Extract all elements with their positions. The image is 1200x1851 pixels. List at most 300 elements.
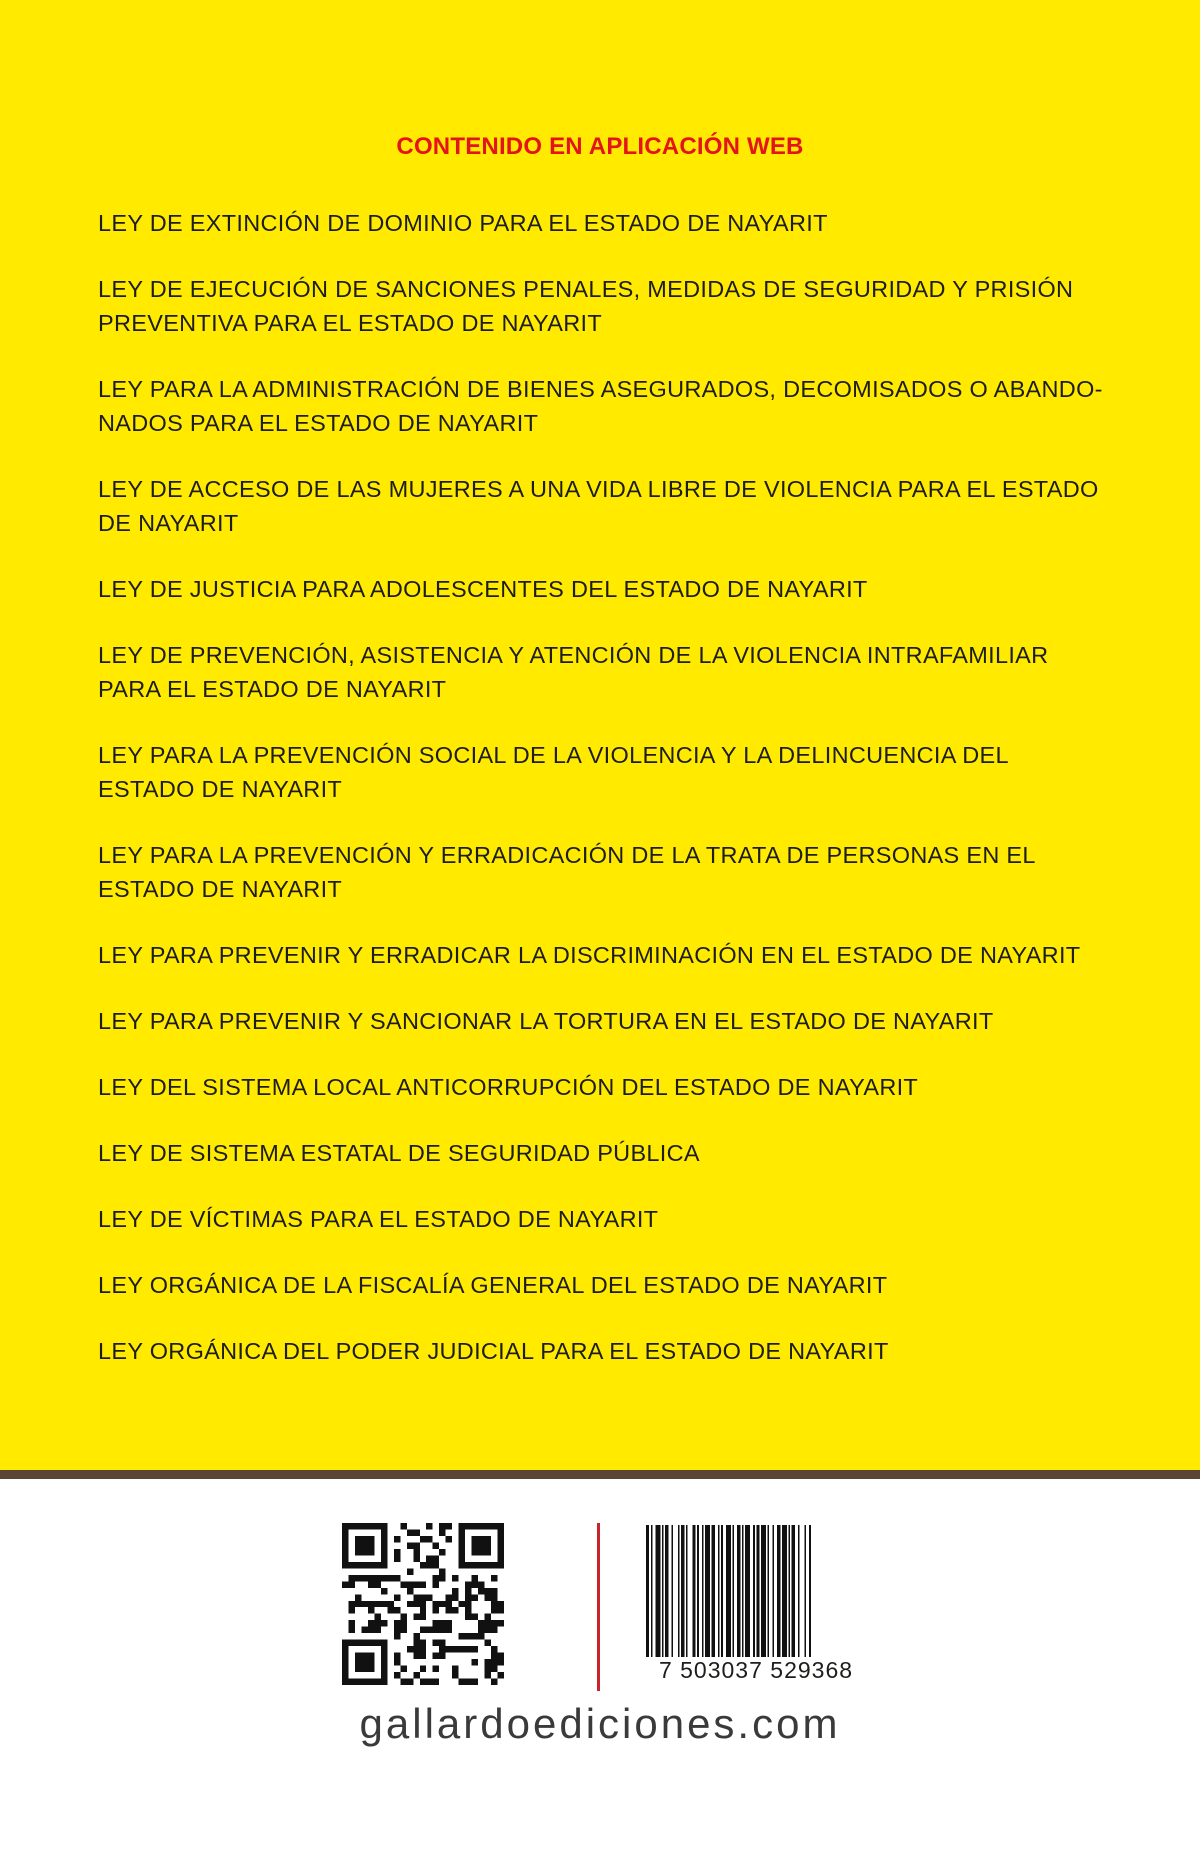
qr-module — [439, 1568, 445, 1574]
qr-module — [342, 1653, 348, 1659]
qr-module — [413, 1633, 419, 1639]
qr-module — [407, 1542, 413, 1548]
qr-module — [420, 1627, 426, 1633]
qr-module — [472, 1542, 478, 1548]
qr-module — [452, 1607, 458, 1613]
qr-module — [348, 1575, 354, 1581]
qr-module — [407, 1529, 413, 1535]
qr-module — [478, 1562, 484, 1568]
qr-module — [472, 1536, 478, 1542]
qr-module — [459, 1633, 465, 1639]
qr-module — [374, 1679, 380, 1685]
qr-module — [374, 1562, 380, 1568]
qr-module — [472, 1679, 478, 1685]
barcode-bar — [718, 1525, 720, 1657]
qr-module — [407, 1568, 413, 1574]
barcode-bar — [809, 1525, 811, 1675]
qr-module — [348, 1627, 354, 1633]
qr-module — [348, 1640, 354, 1646]
law-item: LEY ORGÁNICA DEL PODER JUDICIAL PARA EL ESTADO DE NAYARIT — [98, 1338, 889, 1364]
qr-module — [355, 1562, 361, 1568]
qr-module — [478, 1581, 484, 1587]
barcode-bar — [721, 1525, 723, 1657]
qr-module — [342, 1646, 348, 1652]
barcode-bar — [742, 1525, 744, 1657]
qr-module — [491, 1646, 497, 1652]
barcode-bar — [761, 1525, 766, 1657]
qr-module — [426, 1555, 432, 1561]
barcode-bar — [697, 1525, 699, 1657]
qr-module — [355, 1549, 361, 1555]
qr-module — [491, 1659, 497, 1665]
qr-module — [491, 1523, 497, 1529]
qr-module — [420, 1536, 426, 1542]
qr-module — [374, 1601, 380, 1607]
qr-module — [381, 1620, 387, 1626]
qr-module — [342, 1640, 348, 1646]
qr-module — [348, 1581, 354, 1587]
qr-module — [465, 1581, 471, 1587]
qr-module — [394, 1555, 400, 1561]
qr-module — [387, 1607, 393, 1613]
qr-module — [368, 1581, 374, 1587]
qr-module — [478, 1536, 484, 1542]
qr-module — [361, 1549, 367, 1555]
qr-module — [342, 1679, 348, 1685]
law-item: LEY PARA LA ADMINISTRACIÓN DE BIENES ASEGURADOS, DECOMISADOS O ABANDO-NADOS PARA EL ESTADO DE NAYARIT — [98, 376, 1103, 436]
qr-module — [355, 1594, 361, 1600]
qr-module — [394, 1620, 400, 1626]
qr-module — [342, 1529, 348, 1535]
barcode-bar — [777, 1525, 780, 1657]
qr-module — [446, 1627, 452, 1633]
barcode-bar — [737, 1525, 740, 1657]
qr-module — [433, 1555, 439, 1561]
qr-module — [387, 1601, 393, 1607]
qr-module — [368, 1620, 374, 1626]
qr-module — [459, 1646, 465, 1652]
law-item: LEY DE JUSTICIA PARA ADOLESCENTES DEL ESTADO DE NAYARIT — [98, 576, 868, 602]
qr-module — [394, 1536, 400, 1542]
qr-module — [433, 1601, 439, 1607]
qr-module — [381, 1679, 387, 1685]
qr-module — [355, 1640, 361, 1646]
qr-module — [381, 1653, 387, 1659]
qr-module — [407, 1581, 413, 1587]
qr-module — [491, 1562, 497, 1568]
qr-module — [498, 1653, 504, 1659]
qr-module — [498, 1523, 504, 1529]
qr-module — [368, 1627, 374, 1633]
qr-module — [368, 1607, 374, 1613]
qr-module — [433, 1607, 439, 1613]
qr-module — [420, 1646, 426, 1652]
qr-module — [413, 1646, 419, 1652]
qr-module — [381, 1529, 387, 1535]
qr-module — [426, 1679, 432, 1685]
qr-module — [374, 1614, 380, 1620]
qr-module — [381, 1536, 387, 1542]
qr-module — [426, 1536, 432, 1542]
qr-module — [485, 1588, 491, 1594]
qr-module — [465, 1607, 471, 1613]
barcode-bar — [772, 1525, 774, 1657]
qr-module — [361, 1523, 367, 1529]
law-item: LEY DE ACCESO DE LAS MUJERES A UNA VIDA LIBRE DE VIOLENCIA PARA EL ESTADO DE NAYARIT — [98, 476, 1099, 536]
qr-module — [459, 1523, 465, 1529]
qr-module — [381, 1549, 387, 1555]
qr-module — [433, 1562, 439, 1568]
qr-module — [374, 1620, 380, 1626]
qr-module — [342, 1549, 348, 1555]
law-item: LEY ORGÁNICA DE LA FISCALÍA GENERAL DEL ESTADO DE NAYARIT — [98, 1272, 888, 1298]
qr-module — [394, 1672, 400, 1678]
qr-module — [361, 1575, 367, 1581]
qr-module — [439, 1529, 445, 1535]
qr-module — [446, 1536, 452, 1542]
qr-module — [452, 1575, 458, 1581]
qr-module — [452, 1588, 458, 1594]
qr-module — [368, 1536, 374, 1542]
qr-module — [478, 1620, 484, 1626]
qr-module — [381, 1575, 387, 1581]
qr-module — [439, 1549, 445, 1555]
qr-module — [407, 1601, 413, 1607]
qr-module — [342, 1672, 348, 1678]
qr-module — [433, 1640, 439, 1646]
qr-module — [433, 1575, 439, 1581]
qr-module — [485, 1666, 491, 1672]
qr-module — [361, 1666, 367, 1672]
barcode-bar — [788, 1525, 790, 1657]
qr-module — [478, 1633, 484, 1639]
qr-module — [400, 1620, 406, 1626]
qr-module — [426, 1627, 432, 1633]
qr-module — [355, 1679, 361, 1685]
qr-module — [439, 1627, 445, 1633]
qr-module — [446, 1607, 452, 1613]
qr-module — [446, 1601, 452, 1607]
qr-module — [374, 1523, 380, 1529]
qr-module — [400, 1614, 406, 1620]
qr-module — [485, 1614, 491, 1620]
qr-module — [413, 1549, 419, 1555]
qr-module — [342, 1536, 348, 1542]
barcode-bar — [732, 1525, 734, 1657]
qr-module — [472, 1575, 478, 1581]
qr-module — [472, 1659, 478, 1665]
qr-module — [465, 1614, 471, 1620]
qr-module — [439, 1575, 445, 1581]
qr-module — [355, 1659, 361, 1665]
qr-module — [368, 1523, 374, 1529]
barcode-bar — [656, 1525, 661, 1657]
qr-module — [361, 1659, 367, 1665]
qr-module — [413, 1672, 419, 1678]
qr-module — [439, 1646, 445, 1652]
qr-module — [361, 1653, 367, 1659]
qr-module — [498, 1672, 504, 1678]
qr-module — [472, 1581, 478, 1587]
qr-module — [413, 1542, 419, 1548]
qr-module — [446, 1646, 452, 1652]
qr-module — [374, 1581, 380, 1587]
qr-module — [433, 1679, 439, 1685]
qr-module — [413, 1529, 419, 1535]
qr-module — [413, 1594, 419, 1600]
qr-module — [400, 1679, 406, 1685]
qr-module — [342, 1555, 348, 1561]
qr-module — [465, 1601, 471, 1607]
qr-module — [491, 1653, 497, 1659]
qr-module — [498, 1562, 504, 1568]
qr-module — [381, 1646, 387, 1652]
qr-module — [485, 1562, 491, 1568]
law-item: LEY PARA PREVENIR Y ERRADICAR LA DISCRIMINACIÓN EN EL ESTADO DE NAYARIT — [98, 942, 1081, 968]
qr-module — [381, 1523, 387, 1529]
qr-module — [342, 1562, 348, 1568]
qr-module — [498, 1536, 504, 1542]
qr-module — [420, 1614, 426, 1620]
qr-module — [348, 1679, 354, 1685]
qr-module — [400, 1581, 406, 1587]
qr-module — [374, 1575, 380, 1581]
qr-module — [439, 1653, 445, 1659]
qr-module — [368, 1666, 374, 1672]
qr-module — [485, 1549, 491, 1555]
qr-module — [407, 1588, 413, 1594]
qr-module — [452, 1594, 458, 1600]
qr-module — [381, 1542, 387, 1548]
qr-module — [420, 1679, 426, 1685]
qr-module — [498, 1659, 504, 1665]
qr-module — [368, 1542, 374, 1548]
qr-module — [472, 1562, 478, 1568]
qr-module — [342, 1659, 348, 1665]
qr-module — [413, 1601, 419, 1607]
qr-module — [368, 1659, 374, 1665]
qr-module — [465, 1562, 471, 1568]
qr-module — [361, 1536, 367, 1542]
qr-module — [465, 1633, 471, 1639]
qr-module — [420, 1594, 426, 1600]
barcode-bar — [798, 1525, 800, 1657]
qr-module — [459, 1601, 465, 1607]
qr-module — [465, 1594, 471, 1600]
qr-module — [348, 1562, 354, 1568]
qr-module — [355, 1666, 361, 1672]
qr-module — [472, 1646, 478, 1652]
qr-module — [381, 1601, 387, 1607]
barcode-bar — [665, 1525, 668, 1657]
qr-module — [355, 1653, 361, 1659]
qr-module — [491, 1627, 497, 1633]
qr-module — [465, 1523, 471, 1529]
qr-module — [498, 1549, 504, 1555]
barcode-bar — [646, 1525, 649, 1675]
qr-module — [439, 1523, 445, 1529]
qr-module — [361, 1627, 367, 1633]
qr-module — [498, 1542, 504, 1548]
qr-module — [491, 1588, 497, 1594]
website-url[interactable]: gallardoediciones.com — [359, 1700, 841, 1747]
qr-module — [478, 1627, 484, 1633]
qr-module — [472, 1633, 478, 1639]
qr-module — [394, 1627, 400, 1633]
qr-module — [355, 1575, 361, 1581]
qr-module — [407, 1646, 413, 1652]
qr-module — [459, 1536, 465, 1542]
qr-module — [459, 1542, 465, 1548]
qr-module — [348, 1523, 354, 1529]
qr-module — [381, 1659, 387, 1665]
qr-module — [491, 1679, 497, 1685]
qr-module — [465, 1679, 471, 1685]
qr-module — [446, 1523, 452, 1529]
qr-module — [368, 1601, 374, 1607]
law-item: LEY PARA LA PREVENCIÓN SOCIAL DE LA VIOLENCIA Y LA DELINCUENCIA DEL ESTADO DE NAYARIT — [98, 742, 1008, 802]
qr-module — [478, 1523, 484, 1529]
qr-module — [413, 1614, 419, 1620]
qr-module — [394, 1549, 400, 1555]
qr-module — [498, 1607, 504, 1613]
qr-module — [478, 1542, 484, 1548]
qr-module — [452, 1666, 458, 1672]
qr-module — [381, 1640, 387, 1646]
qr-module — [485, 1627, 491, 1633]
qr-module — [439, 1640, 445, 1646]
qr-module — [348, 1607, 354, 1613]
barcode-bar — [662, 1525, 664, 1657]
qr-module — [420, 1653, 426, 1659]
qr-module — [426, 1562, 432, 1568]
qr-code-icon[interactable] — [342, 1523, 504, 1685]
qr-module — [368, 1653, 374, 1659]
qr-module — [355, 1523, 361, 1529]
qr-module — [400, 1627, 406, 1633]
qr-module — [433, 1620, 439, 1626]
footer-area — [0, 1479, 1200, 1851]
qr-module — [459, 1529, 465, 1535]
qr-module — [394, 1607, 400, 1613]
qr-module — [361, 1640, 367, 1646]
qr-module — [407, 1679, 413, 1685]
qr-module — [400, 1666, 406, 1672]
qr-module — [491, 1601, 497, 1607]
qr-module — [361, 1679, 367, 1685]
qr-module — [498, 1555, 504, 1561]
qr-module — [420, 1607, 426, 1613]
qr-module — [420, 1601, 426, 1607]
barcode-bar — [686, 1525, 688, 1657]
law-item: LEY DE EJECUCIÓN DE SANCIONES PENALES, MEDIDAS DE SEGURIDAD Y PRISIÓN PREVENTIVA PARA EL ESTADO DE NAYARIT — [98, 276, 1074, 336]
qr-module — [472, 1523, 478, 1529]
law-item: LEY DE PREVENCIÓN, ASISTENCIA Y ATENCIÓN DE LA VIOLENCIA INTRAFAMILIAR PARA EL ESTADO DE NAYARIT — [98, 642, 1049, 702]
barcode-bar — [705, 1525, 710, 1657]
barcode-bar — [702, 1525, 704, 1657]
qr-module — [433, 1666, 439, 1672]
qr-module — [498, 1601, 504, 1607]
qr-module — [394, 1594, 400, 1600]
qr-module — [420, 1581, 426, 1587]
qr-module — [439, 1601, 445, 1607]
qr-module — [361, 1601, 367, 1607]
qr-module — [485, 1542, 491, 1548]
qr-module — [472, 1549, 478, 1555]
qr-module — [498, 1529, 504, 1535]
qr-module — [433, 1627, 439, 1633]
qr-module — [394, 1659, 400, 1665]
law-item: LEY DE SISTEMA ESTATAL DE SEGURIDAD PÚBLICA — [98, 1140, 700, 1166]
qr-module — [498, 1620, 504, 1626]
qr-module — [433, 1542, 439, 1548]
qr-module — [491, 1607, 497, 1613]
qr-module — [342, 1581, 348, 1587]
qr-module — [342, 1542, 348, 1548]
qr-module — [446, 1620, 452, 1626]
qr-module — [394, 1633, 400, 1639]
barcode-number: 7 503037 529368 — [636, 1657, 876, 1684]
barcode-bar — [745, 1525, 750, 1657]
qr-module — [413, 1640, 419, 1646]
qr-module — [459, 1549, 465, 1555]
qr-module — [374, 1627, 380, 1633]
qr-module — [491, 1666, 497, 1672]
barcode-bar — [753, 1525, 755, 1657]
qr-module — [472, 1614, 478, 1620]
barcode-icon — [636, 1525, 876, 1675]
qr-module — [426, 1523, 432, 1529]
law-item: LEY DE EXTINCIÓN DE DOMINIO PARA EL ESTADO DE NAYARIT — [98, 210, 828, 236]
qr-module — [348, 1601, 354, 1607]
barcode-bar — [804, 1525, 806, 1657]
qr-module — [394, 1575, 400, 1581]
qr-module — [368, 1549, 374, 1555]
law-item: LEY PARA LA PREVENCIÓN Y ERRADICACIÓN DE LA TRATA DE PERSONAS EN EL ESTADO DE NAYARIT — [98, 842, 1035, 902]
qr-module — [465, 1646, 471, 1652]
qr-module — [368, 1640, 374, 1646]
qr-module — [485, 1523, 491, 1529]
qr-module — [426, 1594, 432, 1600]
qr-module — [394, 1653, 400, 1659]
barcode-bar — [768, 1525, 770, 1657]
qr-module — [491, 1594, 497, 1600]
qr-module — [387, 1575, 393, 1581]
qr-module — [446, 1594, 452, 1600]
qr-module — [420, 1640, 426, 1646]
qr-module — [478, 1588, 484, 1594]
qr-module — [361, 1542, 367, 1548]
qr-module — [374, 1640, 380, 1646]
law-item: LEY DE VÍCTIMAS PARA EL ESTADO DE NAYARIT — [98, 1206, 659, 1232]
qr-module — [485, 1536, 491, 1542]
qr-module — [413, 1653, 419, 1659]
qr-module — [485, 1672, 491, 1678]
qr-module — [491, 1620, 497, 1626]
divider-band — [0, 1470, 1200, 1479]
qr-module — [439, 1620, 445, 1626]
barcode-bar — [782, 1525, 787, 1657]
qr-module — [368, 1562, 374, 1568]
section-heading: CONTENIDO EN APLICACIÓN WEB — [396, 133, 804, 160]
qr-module — [342, 1666, 348, 1672]
qr-module — [433, 1653, 439, 1659]
vertical-rule — [597, 1523, 600, 1691]
qr-module — [381, 1588, 387, 1594]
qr-module — [400, 1523, 406, 1529]
barcode-bar — [681, 1525, 684, 1657]
qr-module — [348, 1620, 354, 1626]
